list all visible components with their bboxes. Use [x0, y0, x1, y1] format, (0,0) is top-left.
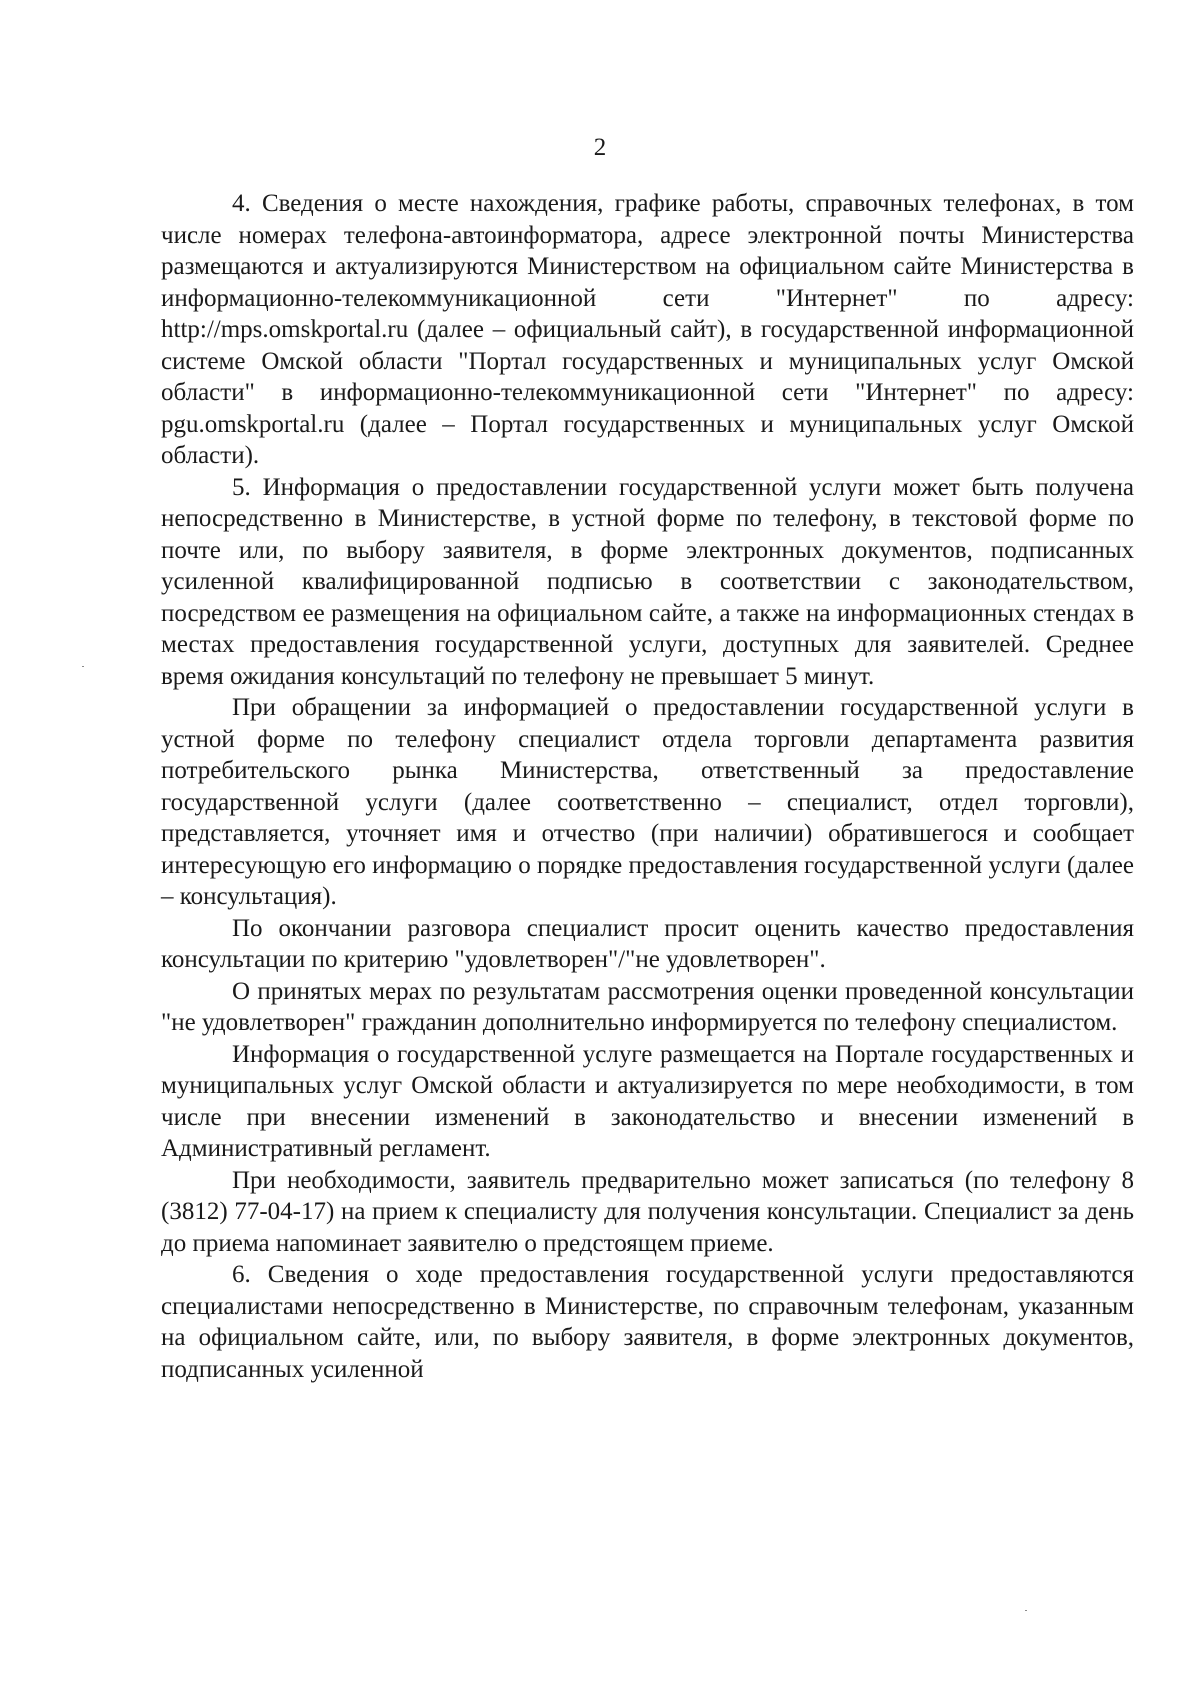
- paragraph-portal-information: Информация о государственной услуге размещается на Портале государственных и муниципальных услуг Омской области и актуализируется по мере необходимости, в том числе при внесении изменений в законодательство и внесении изменений в Административный регламент.: [161, 1040, 1134, 1162]
- document-body: [161, 188, 1134, 1385]
- paragraph-appointment: При необходимости, заявитель предварительно может записаться (по телефону 8 (3812) 77-04-17) на прием к специалисту для получения консультации. Специалист за день до приема напоминает заявителю о предстоящем приеме.: [161, 1166, 1134, 1257]
- scan-speck: [1025, 1610, 1027, 1611]
- paragraph-quality-rating: По окончании разговора специалист просит оценить качество предоставления консультации по критерию "удовлетворен"/"не удовлетворен".: [161, 914, 1134, 973]
- paragraph-measures-taken: О принятых мерах по результатам рассмотрения оценки проведенной консультации "не удовлетворен" гражданин дополнительно информируется по телефону специалистом.: [161, 977, 1134, 1036]
- paragraph-item-6: 6. Сведения о ходе предоставления государственной услуги предоставляются специалистами непосредственно в Министерстве, по справочным телефонам, указанным на официальном сайте, или, по выбору заявителя, в форме электронных документов, подписанных усиленной: [161, 1261, 1134, 1383]
- paragraph-item-4: 4. Сведения о месте нахождения, графике работы, справочных телефонах, в том числе номерах телефона-автоинформатора, адресе электронной почты Министерства размещаются и актуализируются Министерством на официальном сайте Министерства в информационно-телекоммуникационной сети "Интернет" по адресу: http://mps.omskportal.ru (далее – официальный сайт), в государственной информационной системе Омской области "Портал государственных и муниципальных услуг Омской области" в информационно-телекоммуникационной сети "Интернет" по адресу: pgu.omskportal.ru (далее – Портал государственных и муниципальных услуг Омской области).: [161, 190, 1134, 469]
- paragraph-phone-inquiry: При обращении за информацией о предоставлении государственной услуги в устной форме по телефону специалист отдела торговли департамента развития потребительского рынка Министерства, ответственный за предоставление государственной услуги (далее соответственно – специалист, отдел торговли), представляется, уточняет имя и отчество (при наличии) обратившегося и сообщает интересующую его информацию о порядке предоставления государственной услуги (далее – консультация).: [161, 694, 1134, 910]
- paragraph-item-5: 5. Информация о предоставлении государственной услуги может быть получена непосредственно в Министерстве, в устной форме по телефону, в текстовой форме по почте или, по выбору заявителя, в форме электронных документов, подписанных усиленной квалифицированной подписью в соответствии с законодательством, посредством ее размещения на официальном сайте, а также на информационных стендах в местах предоставления государственной услуги, доступных для заявителей. Среднее время ожидания консультаций по телефону не превышает 5 минут.: [161, 473, 1134, 690]
- scan-speck: [82, 666, 84, 667]
- page-number: 2: [593, 134, 607, 161]
